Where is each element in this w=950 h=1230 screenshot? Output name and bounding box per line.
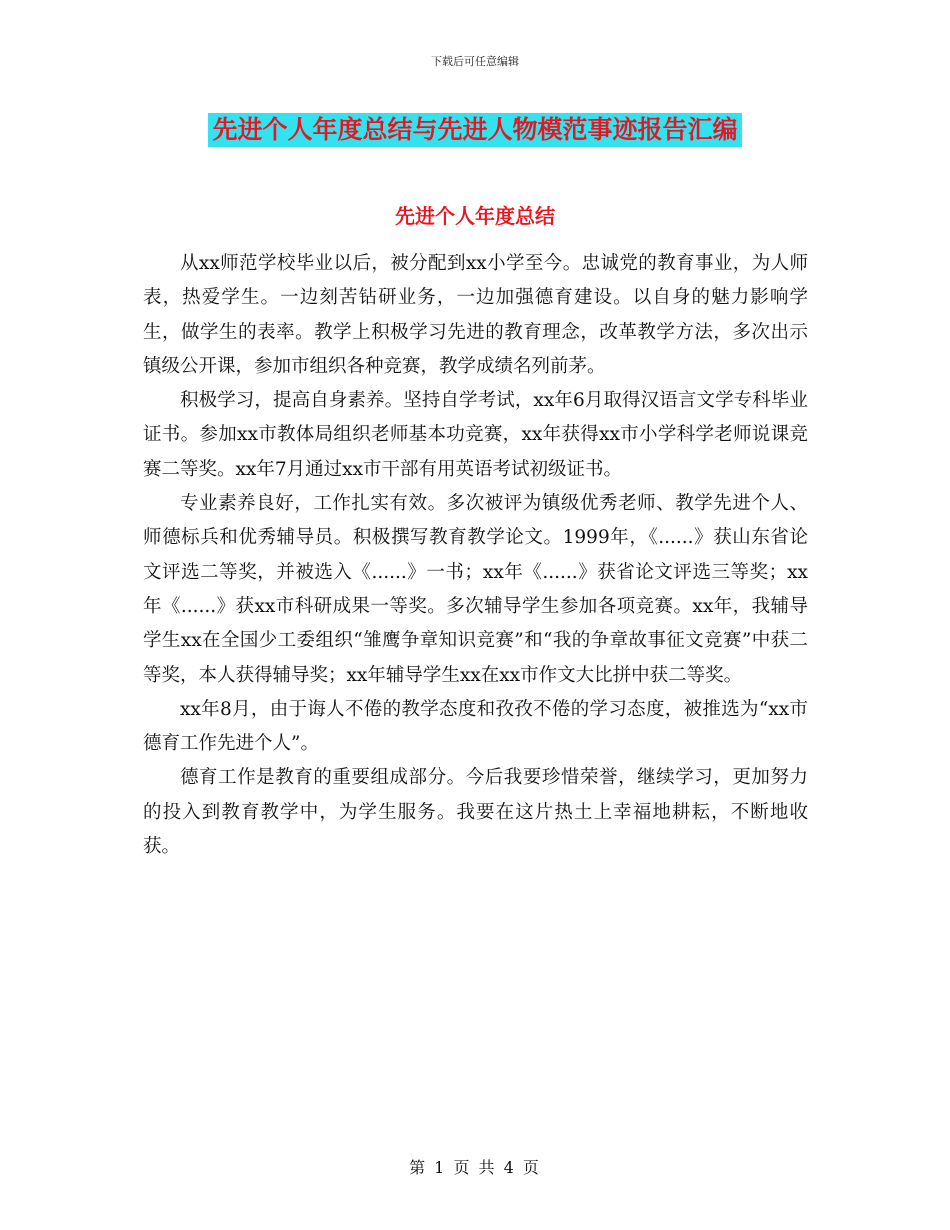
body-text (143, 247, 808, 864)
paragraph: 德育工作是教育的重要组成部分。今后我要珍惜荣誉，继续学习，更加努力的投入到教育教学中，为学生服务。我要在这片热土上幸福地耕耘，不断地收获。 (143, 767, 808, 858)
header-note: 下载后可任意编辑 (431, 55, 519, 68)
paragraph: xx年8月，由于诲人不倦的教学态度和孜孜不倦的学习态度，被推选为“xx市德育工作先进个人”。 (143, 698, 808, 755)
section-title: 先进个人年度总结 (395, 204, 555, 228)
main-title: 先进个人年度总结与先进人物模范事迹报告汇编 (208, 113, 741, 147)
paragraph: 专业素养良好，工作扎实有效。多次被评为镇级优秀老师、教学先进个人、师德标兵和优秀辅导员。积极撰写教育教学论文。1999年，《......》获山东省论文评选二等奖，并被选入《......》一书；xx年《......》获省论文评选三等奖；xx年《......》获xx市科研成果一等奖。多次辅导学生参加各项竞赛。xx年，我辅导学生xx在全国少工委组织“雏鹰争章知识竞赛”和“我的争章故事征文竞赛”中获二等奖，本人获得辅导奖；xx年辅导学生xx在xx市作文大比拼中获二等奖。 (143, 493, 808, 686)
paragraph: 积极学习，提高自身素养。坚持自学考试，xx年6月取得汉语言文学专科毕业证书。参加xx市教体局组织老师基本功竞赛，xx年获得xx市小学科学老师说课竞赛二等奖。xx年7月通过xx市干部有用英语考试初级证书。 (143, 390, 808, 480)
paragraph: 从xx师范学校毕业以后，被分配到xx小学至今。忠诚党的教育事业，为人师表，热爱学生。一边刻苦钻研业务，一边加强德育建设。以自身的魅力影响学生，做学生的表率。教学上积极学习先进的教育理念，改革教学方法，多次出示镇级公开课，参加市组织各种竞赛，教学成绩名列前茅。 (143, 253, 808, 377)
page-number-footer: 第 1 页 共 4 页 (409, 1158, 541, 1177)
main-title-container (0, 113, 950, 147)
